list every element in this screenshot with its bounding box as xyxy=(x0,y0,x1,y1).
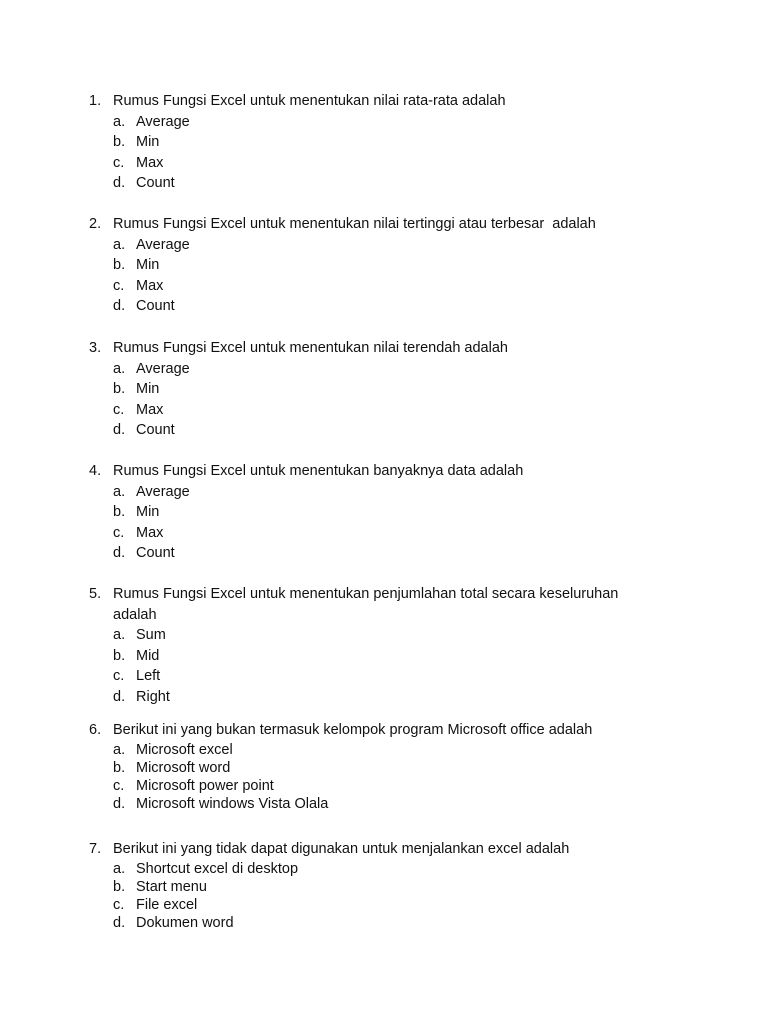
option-b xyxy=(113,759,689,777)
option-letter: b. xyxy=(113,759,126,776)
option-a xyxy=(113,482,689,503)
option-text: Count xyxy=(136,175,175,191)
option-text: Min xyxy=(136,504,160,520)
option-text: Max xyxy=(136,401,164,418)
option-letter: a. xyxy=(113,627,126,643)
option-c xyxy=(113,400,689,421)
question-number: 6. xyxy=(89,722,102,738)
question-number: 7. xyxy=(89,841,102,857)
option-letter: a. xyxy=(113,360,126,377)
option-text: Shortcut excel di desktop xyxy=(136,860,299,877)
question-number: 4. xyxy=(89,463,102,479)
option-c xyxy=(113,777,689,795)
question-6 xyxy=(89,720,689,813)
question-3 xyxy=(89,338,689,441)
option-text: Min xyxy=(136,381,160,397)
option-c xyxy=(113,276,689,297)
option-a xyxy=(113,625,649,646)
option-letter: d. xyxy=(113,914,126,931)
question-text: Rumus Fungsi Excel untuk menentukan nilai terendah adalah xyxy=(113,340,508,356)
options-list xyxy=(89,482,689,564)
option-d xyxy=(113,420,689,441)
question-text: Rumus Fungsi Excel untuk menentukan banyaknya data adalah xyxy=(113,463,524,479)
options-list xyxy=(89,625,649,707)
question-2 xyxy=(89,214,689,317)
option-d xyxy=(113,687,649,708)
option-letter: c. xyxy=(113,401,125,418)
question-text-line xyxy=(89,214,689,235)
question-number: 3. xyxy=(89,340,102,356)
option-a xyxy=(113,741,689,759)
question-7 xyxy=(89,839,689,932)
option-letter: a. xyxy=(113,483,126,500)
option-letter: c. xyxy=(113,524,125,541)
option-letter: a. xyxy=(113,113,126,130)
option-text: Dokumen word xyxy=(136,914,234,931)
option-letter: c. xyxy=(113,668,125,684)
option-text: Microsoft word xyxy=(136,759,231,776)
option-letter: b. xyxy=(113,134,126,150)
question-number: 2. xyxy=(89,216,102,232)
question-text: Berikut ini yang bukan termasuk kelompok program Microsoft office adalah xyxy=(113,722,593,738)
option-letter: b. xyxy=(113,504,126,520)
option-d xyxy=(113,543,689,564)
option-c xyxy=(113,153,689,174)
question-number: 1. xyxy=(89,93,102,109)
option-letter: c. xyxy=(113,277,125,294)
option-d xyxy=(113,296,689,317)
option-letter: a. xyxy=(113,236,126,253)
question-text-line xyxy=(89,338,689,359)
option-text: Average xyxy=(136,113,190,130)
option-text: Mid xyxy=(136,647,160,664)
question-text: Rumus Fungsi Excel untuk menentukan penjumlahan total secara keseluruhan adalah xyxy=(113,586,619,623)
option-letter: d. xyxy=(113,795,126,812)
option-letter: d. xyxy=(113,175,126,191)
options-list xyxy=(89,860,689,932)
question-5 xyxy=(89,584,649,707)
option-text: Start menu xyxy=(136,878,207,895)
option-a xyxy=(113,860,689,878)
question-text-line xyxy=(89,461,689,482)
option-letter: b. xyxy=(113,878,126,895)
question-text: Rumus Fungsi Excel untuk menentukan nilai rata-rata adalah xyxy=(113,93,506,109)
option-letter: d. xyxy=(113,545,126,561)
option-text: Average xyxy=(136,360,190,377)
question-1 xyxy=(89,91,689,194)
question-text: Rumus Fungsi Excel untuk menentukan nilai tertinggi atau terbesar adalah xyxy=(113,216,596,232)
option-letter: c. xyxy=(113,896,125,913)
option-d xyxy=(113,914,689,932)
option-text: Microsoft windows Vista Olala xyxy=(136,795,329,812)
option-text: File excel xyxy=(136,896,198,913)
option-letter: d. xyxy=(113,298,126,314)
option-text: Count xyxy=(136,298,175,314)
option-b xyxy=(113,132,689,153)
question-4 xyxy=(89,461,689,564)
option-letter: d. xyxy=(113,688,126,705)
option-a xyxy=(113,112,689,133)
options-list xyxy=(89,235,689,317)
option-letter: d. xyxy=(113,422,126,438)
question-text-line xyxy=(89,91,689,112)
option-b xyxy=(113,646,649,667)
option-d xyxy=(113,173,689,194)
options-list xyxy=(89,359,689,441)
option-text: Max xyxy=(136,154,164,171)
option-text: Min xyxy=(136,134,160,150)
question-text-line xyxy=(89,720,689,741)
option-letter: b. xyxy=(113,381,126,397)
option-d xyxy=(113,795,689,813)
option-text: Microsoft excel xyxy=(136,741,233,758)
option-text: Right xyxy=(136,688,170,705)
option-letter: a. xyxy=(113,741,126,758)
option-c xyxy=(113,666,649,687)
option-text: Sum xyxy=(136,627,166,643)
question-number: 5. xyxy=(89,586,102,602)
option-text: Count xyxy=(136,545,175,561)
option-text: Left xyxy=(136,668,161,684)
option-b xyxy=(113,379,689,400)
option-letter: a. xyxy=(113,860,126,877)
option-letter: c. xyxy=(113,154,125,171)
option-a xyxy=(113,235,689,256)
option-b xyxy=(113,255,689,276)
option-text: Average xyxy=(136,236,190,253)
option-b xyxy=(113,878,689,896)
option-text: Min xyxy=(136,257,160,273)
option-text: Max xyxy=(136,277,164,294)
option-b xyxy=(113,502,689,523)
options-list xyxy=(89,112,689,194)
option-a xyxy=(113,359,689,380)
question-text-line xyxy=(89,584,649,625)
option-letter: b. xyxy=(113,647,126,664)
options-list xyxy=(89,741,689,813)
option-letter: b. xyxy=(113,257,126,273)
option-c xyxy=(113,523,689,544)
option-letter: c. xyxy=(113,777,125,794)
option-c xyxy=(113,896,689,914)
option-text: Max xyxy=(136,524,164,541)
question-text-line xyxy=(89,839,689,860)
option-text: Count xyxy=(136,422,175,438)
option-text: Microsoft power point xyxy=(136,777,274,794)
question-text: Berikut ini yang tidak dapat digunakan untuk menjalankan excel adalah xyxy=(113,841,570,857)
option-text: Average xyxy=(136,483,190,500)
